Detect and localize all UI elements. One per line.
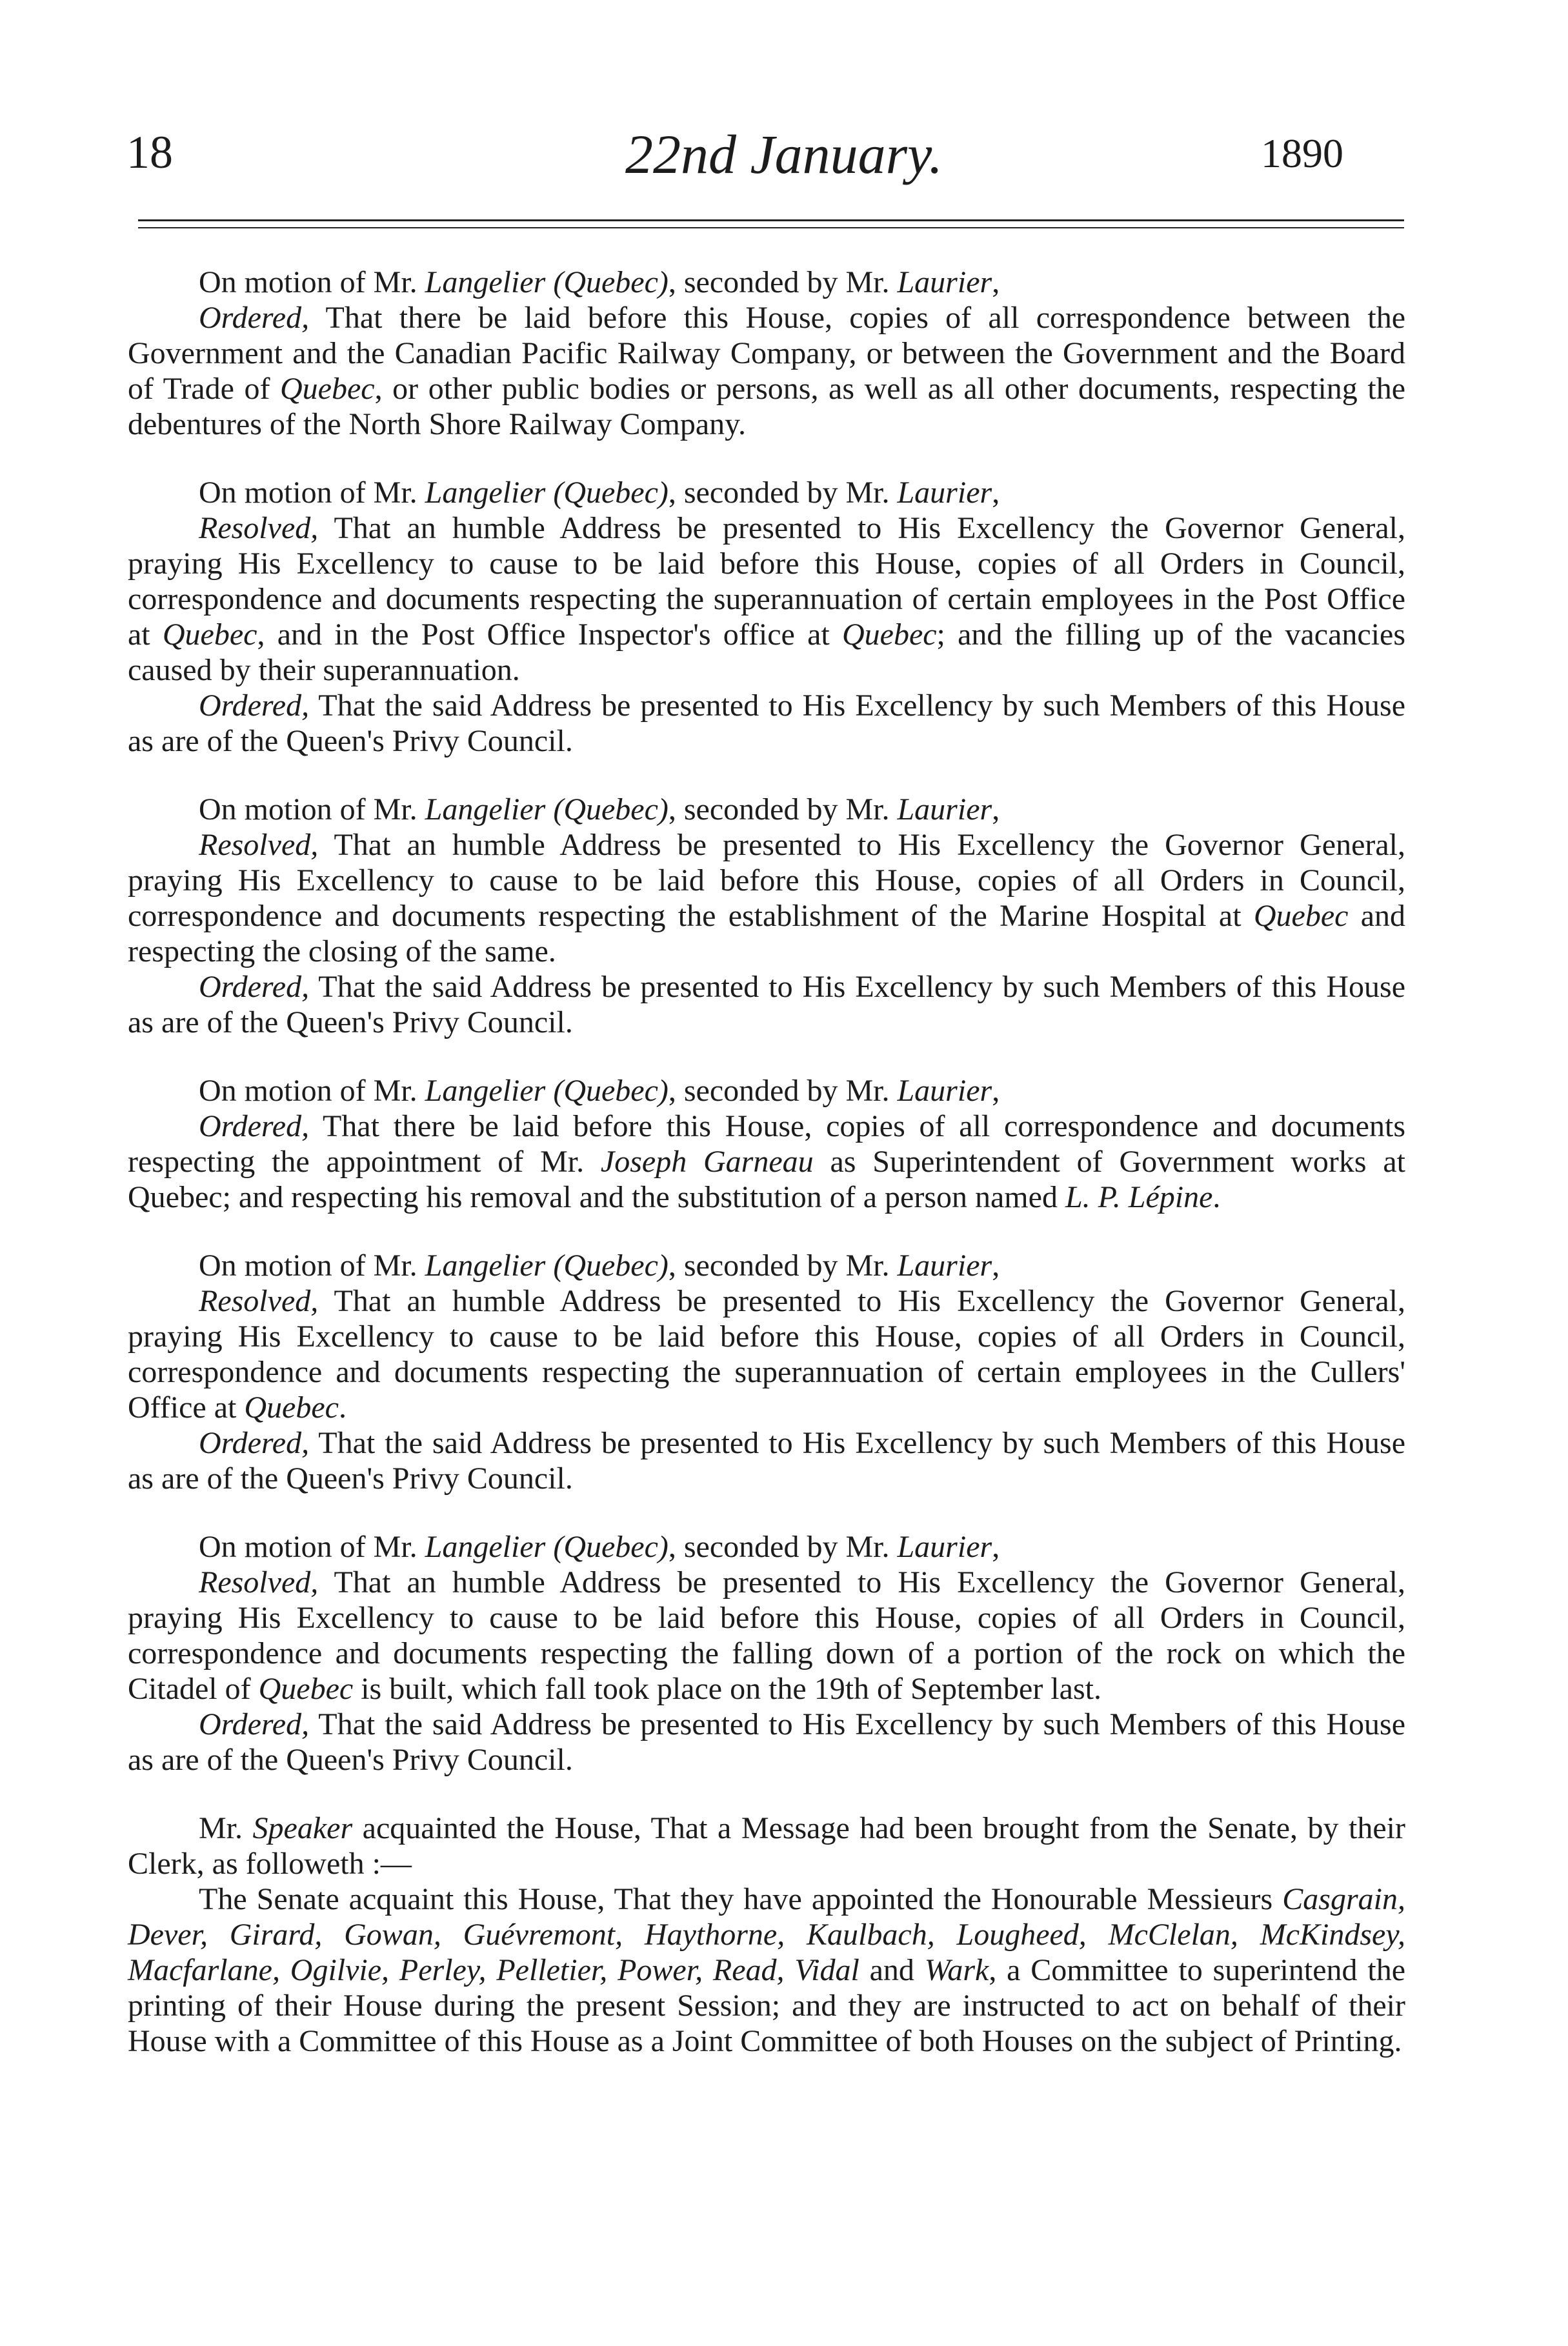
motion-text: , seconded by Mr. bbox=[668, 792, 898, 827]
page-year: 1890 bbox=[1261, 130, 1343, 176]
paragraph-text: and respecting the closing of the same. bbox=[128, 899, 1406, 968]
motion-text: , bbox=[992, 265, 1000, 299]
place-name: Quebec bbox=[162, 617, 257, 652]
journal-entry bbox=[128, 1529, 1405, 1778]
journal-entry bbox=[128, 475, 1405, 759]
senator-names: Wark bbox=[924, 1953, 989, 1987]
motion-text: , bbox=[992, 792, 1000, 827]
motion-text: On motion of Mr. bbox=[199, 1530, 425, 1564]
place-name: Quebec bbox=[280, 372, 375, 406]
journal-body bbox=[128, 265, 1405, 2092]
speaker-message bbox=[128, 1810, 1405, 2059]
journal-entry bbox=[128, 1073, 1405, 1215]
resolved-paragraph bbox=[128, 1283, 1405, 1425]
senator-names: Casgrain, Dever, Girard, Gowan, Guévremont, Haythorne, Kaulbach, Lougheed, McClelan, McKindsey, Macfarlane, Ogilvie, Perley, Pelletier, Power, Read, Vidal bbox=[128, 1882, 1405, 1987]
motion-line bbox=[128, 1248, 1405, 1283]
resolved-paragraph bbox=[128, 510, 1405, 688]
journal-entry bbox=[128, 265, 1405, 442]
page-date: 22nd January. bbox=[625, 123, 943, 185]
resolved-label: Resolved, bbox=[199, 1284, 319, 1318]
paragraph-text: , or other public bodies or persons, as well as all other documents, respecting the debentures of the North Shore Railway Company. bbox=[128, 372, 1406, 441]
header-rule bbox=[138, 227, 1404, 228]
motion-text: On motion of Mr. bbox=[199, 1248, 425, 1283]
ordered-label: Ordered, bbox=[199, 1707, 310, 1741]
ordered-paragraph bbox=[128, 1425, 1405, 1496]
motion-text: , bbox=[992, 476, 1000, 510]
paragraph-text: , a Committee to superintend the printing of their House during the present Session; and they are instructed to act on behalf of their House with a Committee of this House as a Joint Committee of both Houses on the subject of Printing. bbox=[128, 1953, 1405, 2058]
paragraph-text: That an humble Address be presented to His Excellency the Governor General, praying His Excellency to cause to be laid before this House, copies of all Orders in Council, correspondence and documents respecting the superannuation of certain employees in the Post Office at bbox=[128, 511, 1405, 652]
seconder-name: Laurier bbox=[897, 476, 992, 510]
resolved-label: Resolved, bbox=[199, 511, 319, 545]
motion-text: On motion of Mr. bbox=[199, 265, 425, 299]
motion-text: , seconded by Mr. bbox=[668, 476, 898, 510]
speaker-title: Speaker bbox=[252, 1811, 353, 1845]
motion-text: On motion of Mr. bbox=[199, 1074, 425, 1108]
motion-text: , seconded by Mr. bbox=[668, 1074, 898, 1108]
paragraph-text: as Superintendent of Government works at Quebec; and respecting his removal and the substitution of a person named bbox=[128, 1145, 1405, 1214]
seconder-name: Laurier bbox=[897, 792, 992, 827]
seconder-name: Laurier bbox=[897, 1074, 992, 1108]
resolved-paragraph bbox=[128, 1565, 1405, 1707]
seconder-name: Laurier bbox=[897, 1530, 992, 1564]
journal-entry bbox=[128, 1248, 1405, 1496]
motion-text: , bbox=[992, 1074, 1000, 1108]
ordered-label: Ordered, bbox=[199, 970, 310, 1004]
paragraph-text: and bbox=[859, 1953, 925, 1987]
ordered-paragraph bbox=[128, 969, 1405, 1040]
person-name: L. P. Lépine bbox=[1065, 1180, 1213, 1214]
paragraph-text: ; and the filling up of the vacancies caused by their superannuation. bbox=[128, 617, 1406, 687]
motion-text: , bbox=[992, 1248, 1000, 1283]
paragraph-text: , and in the Post Office Inspector's office at bbox=[257, 617, 842, 652]
motion-line bbox=[128, 475, 1405, 510]
paragraph-text: is built, which fall took place on the 19th of September last. bbox=[353, 1672, 1101, 1706]
motion-text: On motion of Mr. bbox=[199, 476, 425, 510]
place-name: Quebec bbox=[1253, 899, 1349, 933]
paragraph-text: The Senate acquaint this House, That they have appointed the Honourable Messieurs bbox=[199, 1882, 1283, 1916]
paragraph-text: That there be laid before this House, copies of all correspondence between the Government and the Canadian Pacific Railway Company, or between the Government and the Board of Trade of bbox=[128, 301, 1405, 406]
resolved-label: Resolved, bbox=[199, 828, 319, 862]
motion-text: , bbox=[992, 1530, 1000, 1564]
mover-name: Langelier (Quebec) bbox=[425, 792, 668, 827]
paragraph-text: That the said Address be presented to His Excellency by such Members of this House as are of the Queen's Privy Council. bbox=[128, 1707, 1405, 1777]
paragraph-text: Mr. bbox=[199, 1811, 253, 1845]
mover-name: Langelier (Quebec) bbox=[425, 1074, 668, 1108]
resolved-label: Resolved, bbox=[199, 1565, 319, 1599]
page-number: 18 bbox=[126, 126, 173, 178]
motion-line bbox=[128, 792, 1405, 827]
place-name: Quebec bbox=[841, 617, 937, 652]
paragraph-text: That there be laid before this House, copies of all correspondence and documents respecting the appointment of Mr. bbox=[128, 1109, 1405, 1179]
page-header bbox=[0, 0, 1568, 232]
ordered-paragraph bbox=[128, 688, 1405, 759]
paragraph-text: That an humble Address be presented to His Excellency the Governor General, praying His Excellency to cause to be laid before this House, copies of all Orders in Council, correspondence and documents respecting the superannuation of certain employees in the Cullers' Office at bbox=[128, 1284, 1405, 1425]
paragraph-text: acquainted the House, That a Message had been brought from the Senate, by their Clerk, as followeth :— bbox=[128, 1811, 1406, 1881]
ordered-label: Ordered, bbox=[199, 688, 310, 723]
senate-message-paragraph bbox=[128, 1881, 1405, 2059]
paragraph-text: That an humble Address be presented to His Excellency the Governor General, praying His Excellency to cause to be laid before this House, copies of all Orders in Council, correspondence and documents respecting the establishment of the Marine Hospital at bbox=[128, 828, 1405, 933]
ordered-paragraph bbox=[128, 1108, 1405, 1215]
place-name: Quebec bbox=[258, 1672, 354, 1706]
ordered-paragraph bbox=[128, 300, 1405, 442]
mover-name: Langelier (Quebec) bbox=[425, 476, 668, 510]
place-name: Quebec bbox=[244, 1390, 339, 1425]
header-rule bbox=[138, 219, 1404, 221]
person-name: Joseph Garneau bbox=[600, 1145, 814, 1179]
motion-line bbox=[128, 1073, 1405, 1108]
ordered-label: Ordered, bbox=[199, 301, 310, 335]
journal-entry bbox=[128, 792, 1405, 1040]
seconder-name: Laurier bbox=[897, 265, 992, 299]
motion-text: , seconded by Mr. bbox=[668, 1530, 898, 1564]
paragraph-text: That the said Address be presented to His Excellency by such Members of this House as are of the Queen's Privy Council. bbox=[128, 970, 1405, 1039]
paragraph-text: That the said Address be presented to His Excellency by such Members of this House as are of the Queen's Privy Council. bbox=[128, 1426, 1405, 1496]
mover-name: Langelier (Quebec) bbox=[425, 1530, 668, 1564]
mover-name: Langelier (Quebec) bbox=[425, 1248, 668, 1283]
ordered-label: Ordered, bbox=[199, 1109, 310, 1143]
paragraph-text: That the said Address be presented to His Excellency by such Members of this House as are of the Queen's Privy Council. bbox=[128, 688, 1405, 758]
motion-line bbox=[128, 265, 1405, 300]
motion-text: , seconded by Mr. bbox=[668, 1248, 898, 1283]
paragraph-text: . bbox=[1212, 1180, 1221, 1214]
seconder-name: Laurier bbox=[897, 1248, 992, 1283]
ordered-label: Ordered, bbox=[199, 1426, 310, 1460]
paragraph-text: That an humble Address be presented to His Excellency the Governor General, praying His Excellency to cause to be laid before this House, copies of all Orders in Council, correspondence and documents respecting the falling down of a portion of the rock on which the Citadel of bbox=[128, 1565, 1405, 1706]
motion-text: , seconded by Mr. bbox=[668, 265, 898, 299]
speaker-paragraph bbox=[128, 1810, 1405, 1881]
paragraph-text: . bbox=[338, 1390, 347, 1425]
ordered-paragraph bbox=[128, 1707, 1405, 1778]
motion-text: On motion of Mr. bbox=[199, 792, 425, 827]
mover-name: Langelier (Quebec) bbox=[425, 265, 668, 299]
resolved-paragraph bbox=[128, 827, 1405, 969]
motion-line bbox=[128, 1529, 1405, 1565]
